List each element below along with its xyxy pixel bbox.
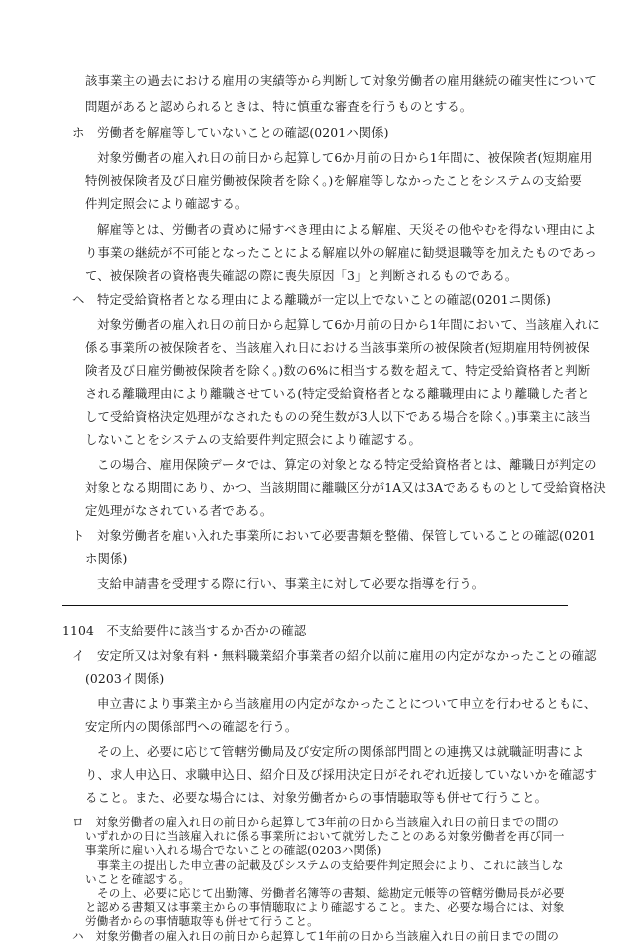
item-heading-ho: ホ 労働者を解雇等していないことの確認(0201ハ関係): [72, 125, 389, 140]
text-line: り事業の継続が不可能となったことによる解雇以外の解雇に勧奨退職等を加えたものであっ: [85, 245, 597, 260]
text-line: 解雇等とは、労働者の責めに帰すべき理由による解雇、天災その他やむを得ない理由によ: [97, 222, 597, 237]
text-line: いことを確認する。: [85, 871, 191, 886]
text-line: 定処理がなされている者である。: [85, 503, 273, 518]
text-line: その上、必要に応じて出勤簿、労働者名簿等の書類、総勘定元帳等の管轄労働局長が必要: [97, 886, 565, 900]
text-line: 対象労働者の雇入れ日の前日から起算して6か月前の日から1年間に、被保険者(短期雇用: [97, 150, 593, 165]
text-line: 特例被保険者及び日雇労働被保険者を除く。)を解雇等しなかったことをシステムの支給要: [85, 173, 582, 188]
item-heading-he: ヘ 特定受給資格者となる理由による離職が一定以上でないことの確認(0201ニ関係): [72, 292, 551, 307]
text-line: 事業主の提出した申立書の記載及びシステムの支給要件判定照会により、これに該当しな: [97, 857, 564, 872]
text-line: いずれかの日に当該雇入れに係る事業所において就労したことのある対象労働者を再び同一: [85, 829, 565, 844]
text-line: その上、必要に応じて管轄労働局及び安定所の関係部門間との連携又は就職証明書によ: [97, 744, 585, 759]
text-line: 申立書により事業主から当該雇用の内定がなかったことについて申立を行わせるともに、: [97, 696, 597, 711]
text-line: 安定所内の関係部門への確認を行う。: [85, 719, 298, 734]
text-line: 支給申請書を受理する際に行い、事業主に対して必要な指導を行う。: [97, 576, 485, 591]
section-heading-1104: 1104 不支給要件に該当するか否かの確認: [62, 623, 307, 638]
text-line: 険者及び日雇労働被保険者を除く。)数の6%に相当する数を超えて、特定受給資格者と判断: [85, 363, 591, 378]
item-heading-ro: ロ 対象労働者の雇入れ日の前日から起算して3年前の日から当該雇入れ日の前日までの間の: [72, 815, 559, 829]
text-line: ホ関係): [85, 551, 128, 566]
text-line: 対象となる期間にあり、かつ、当該期間に離職区分が1A又は3Aであるものとして受給資格決: [85, 480, 606, 495]
item-heading-ha: ハ 対象労働者の雇入れ日の前日から起算して1年前の日から当該雇入れ日の前日までの間の: [72, 928, 559, 943]
text-line: 問題があると認められるときは、特に慎重な審査を行うものとする。: [85, 99, 473, 114]
text-line: (0203イ関係): [85, 671, 165, 686]
section-divider: [62, 605, 568, 606]
item-heading-to: ト 対象労働者を雇い入れた事業所において必要書類を整備、保管していることの確認(0201: [72, 528, 597, 543]
text-line: 事業所に雇い入れる場合でないことの確認(0203ハ関係): [85, 843, 382, 858]
text-line: て、被保険者の資格喪失確認の際に喪失原因「3」と判断されるものである。: [85, 268, 518, 283]
item-heading-i: イ 安定所又は対象有料・無料職業紹介事業者の紹介以前に雇用の内定がなかったことの確認: [72, 648, 597, 663]
text-line: 係る事業所の被保険者を、当該雇入れ日における当該事業所の被保険者(短期雇用特例被保: [85, 340, 590, 355]
text-line: 労働者からの事情聴取等も併せて行うこと。: [85, 914, 319, 929]
text-line: ること。また、必要な場合には、対象労働者からの事情聴取等も併せて行うこと。: [85, 790, 548, 805]
text-line: 該事業主の過去における雇用の実績等から判断して対象労働者の雇用継続の確実性について: [85, 73, 597, 88]
text-line: と認める書類又は事業主からの事情聴取により確認すること。また、必要な場合には、対象: [85, 900, 565, 915]
text-line: 対象労働者の雇入れ日の前日から起算して6か月前の日から1年間において、当該雇入れに: [97, 317, 600, 332]
text-line: り、求人申込日、求職申込日、紹介日及び採用決定日がそれぞれ近接していないかを確認す: [85, 767, 598, 782]
text-line: される離職理由により離職させている(特定受給資格者となる離職理由により離職した者と: [85, 386, 590, 401]
text-line: 件判定照会により確認する。: [85, 196, 248, 211]
text-line: して受給資格決定処理がなされたものの発生数が3人以下である場合を除く。)事業主に該当: [85, 409, 592, 424]
text-line: この場合、雇用保険データでは、算定の対象となる特定受給資格者とは、離職日が判定の: [97, 457, 597, 472]
text-line: しないことをシステムの支給要件判定照会により確認する。: [85, 432, 422, 447]
